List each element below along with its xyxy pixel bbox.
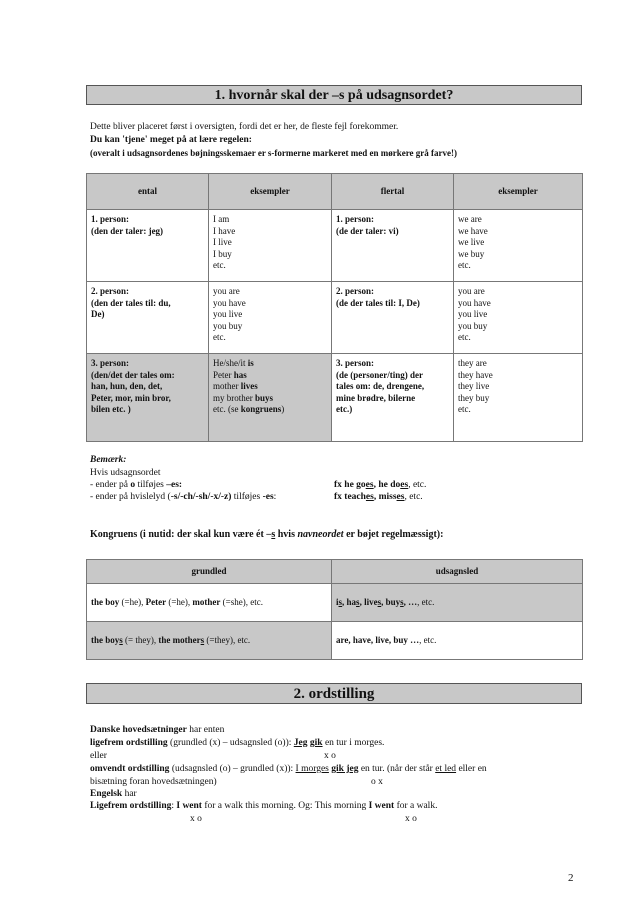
ordstilling-line-3: eller — [90, 751, 107, 761]
cell-grundled-singular: the boy (=he), Peter (=he), mother (=she), etc. — [87, 584, 332, 622]
cell-text: 3. person: — [91, 358, 129, 368]
cell-text: mine brødre, bilerne — [336, 392, 416, 403]
cell-eks1-3 — [209, 354, 332, 442]
cell-ental-2 — [87, 282, 209, 354]
cell-text: we have — [458, 225, 488, 236]
bemaerk-line-1: Hvis udsagnsordet — [90, 468, 161, 478]
cell-text: Peter has — [213, 369, 247, 380]
cell-text: 2. person: — [91, 286, 129, 296]
cell-text: mother lives — [213, 381, 258, 392]
cell-text: etc. (se kongruens) — [213, 404, 285, 415]
cell-text: you are — [458, 286, 485, 296]
kongruens-heading: Kongruens (i nutid: der skal kun være ét –s hvis navneordet er bøjet regelmæssigt): — [90, 529, 444, 540]
cell-eks1-1 — [209, 210, 332, 282]
kongruens-row-plural — [87, 622, 583, 660]
cell-text: (den der taler: jeg) — [91, 225, 164, 236]
cell-text: we live — [458, 237, 485, 248]
cell-text: tales om: de, drengene, — [336, 381, 425, 392]
cell-flertal-3 — [332, 354, 454, 442]
cell-text: 1. person: — [336, 214, 374, 224]
section-2-title: 2. ordstilling — [86, 683, 582, 704]
cell-text: He/she/it is — [213, 358, 254, 368]
cell-udsagnsled-plural: are, have, live, buy …, etc. — [332, 622, 583, 660]
cell-text: 2. person: — [336, 286, 374, 296]
cell-text: you have — [213, 297, 246, 308]
cell-udsagnsled-singular: is, has, lives, buys, …, etc. — [332, 584, 583, 622]
cell-text: han, hun, den, det, — [91, 381, 163, 392]
header-eksempler-1: eksempler — [209, 174, 332, 210]
cell-text: you live — [458, 309, 488, 320]
cell-text: you live — [213, 309, 243, 320]
bemaerk-example-2: fx teaches, misses, etc. — [334, 492, 423, 502]
cell-ental-3 — [87, 354, 209, 442]
cell-text: (de (personer/ting) der — [336, 369, 423, 380]
ordstilling-line-4: omvendt ordstilling (udsagnsled (o) – grundled (x)): I morges gik jeg en tur. (når der står et led eller en — [90, 764, 487, 774]
kongruens-header-row — [87, 560, 583, 584]
page-number: 2 — [568, 872, 574, 884]
cell-text: 1. person: — [91, 214, 129, 224]
table-row-2-person — [87, 282, 583, 354]
cell-text: bilen etc. ) — [91, 404, 131, 415]
table-row-1-person — [87, 210, 583, 282]
conjugation-table — [86, 173, 583, 442]
cell-text: (den/det der tales om: — [91, 369, 175, 380]
cell-eks2-3 — [454, 354, 583, 442]
header-grundled: grundled — [87, 560, 332, 584]
cell-text: you buy — [458, 320, 488, 331]
cell-flertal-2 — [332, 282, 454, 354]
ordstilling-marks-4: x o — [405, 814, 417, 824]
ordstilling-line-5: bisætning foran hovedsætningen) — [90, 777, 217, 787]
cell-text: (den der tales til: du, — [91, 297, 171, 308]
cell-text: they are — [458, 358, 487, 368]
cell-eks2-2 — [454, 282, 583, 354]
ordstilling-marks-1: x o — [324, 751, 336, 761]
cell-text: etc. — [458, 332, 471, 343]
header-ental: ental — [87, 174, 209, 210]
cell-text: I live — [213, 237, 232, 248]
cell-text: etc. — [458, 404, 471, 415]
table-header-row — [87, 174, 583, 210]
header-eksempler-2: eksempler — [454, 174, 583, 210]
cell-text: my brother buys — [213, 392, 274, 403]
cell-text: etc. — [458, 260, 471, 271]
cell-flertal-1 — [332, 210, 454, 282]
ordstilling-line-6: Engelsk har — [90, 789, 137, 799]
cell-text: they buy — [458, 392, 490, 403]
cell-text: we buy — [458, 248, 485, 259]
cell-text: you are — [213, 286, 240, 296]
cell-eks2-1 — [454, 210, 583, 282]
cell-text: they have — [458, 369, 493, 380]
cell-text: I buy — [213, 248, 232, 259]
table-row-3-person — [87, 354, 583, 442]
bemaerk-line-3: - ender på hvislelyd (-s/-ch/-sh/-x/-z) tilføjes -es: — [90, 492, 277, 502]
kongruens-row-singular — [87, 584, 583, 622]
bemaerk-example-1: fx he goes, he does, etc. — [334, 480, 427, 490]
ordstilling-line-1: Danske hovedsætninger har enten — [90, 725, 225, 735]
cell-grundled-plural: the boys (= they), the mothers (=they), etc. — [87, 622, 332, 660]
intro-line-1: Dette bliver placeret først i oversigten, fordi det er her, de fleste fejl forekommer. — [90, 122, 399, 132]
cell-eks1-2 — [209, 282, 332, 354]
cell-text: you buy — [213, 320, 243, 331]
cell-text: 3. person: — [336, 358, 374, 368]
cell-text: Peter, mor, min bror, — [91, 392, 171, 403]
ordstilling-marks-2: o x — [371, 777, 383, 787]
cell-text: De) — [91, 309, 105, 320]
cell-text: etc.) — [336, 404, 353, 415]
cell-text: (de der tales til: I, De) — [336, 297, 420, 308]
kongruens-table — [86, 559, 583, 660]
cell-text: etc. — [213, 332, 226, 343]
intro-line-2: Du kan 'tjene' meget på at lære regelen: — [90, 135, 252, 145]
cell-text: etc. — [213, 260, 226, 271]
cell-text: they live — [458, 381, 490, 392]
ordstilling-marks-3: x o — [190, 814, 202, 824]
ordstilling-line-7: Ligefrem ordstilling: I went for a walk this morning. Og: This morning I went for a walk. — [90, 801, 438, 811]
section-1-title: 1. hvornår skal der –s på udsagnsordet? — [86, 85, 582, 105]
cell-text: you have — [458, 297, 491, 308]
ordstilling-line-2: ligefrem ordstilling (grundled (x) – udsagnsled (o)): Jeg gik en tur i morges. — [90, 738, 385, 748]
header-udsagnsled: udsagnsled — [332, 560, 583, 584]
cell-text: I have — [213, 225, 236, 236]
intro-line-3: (overalt i udsagnsordenes bøjningsskemaer er s-formerne markeret med en mørkere grå farve!) — [90, 148, 458, 158]
cell-text: we are — [458, 214, 482, 224]
cell-text: (de der taler: vi) — [336, 225, 399, 236]
cell-ental-1 — [87, 210, 209, 282]
cell-text: I am — [213, 214, 230, 224]
header-flertal: flertal — [332, 174, 454, 210]
bemaerk-line-2: - ender på o tilføjes –es: — [90, 480, 183, 490]
bemaerk-title: Bemærk: — [90, 455, 127, 465]
